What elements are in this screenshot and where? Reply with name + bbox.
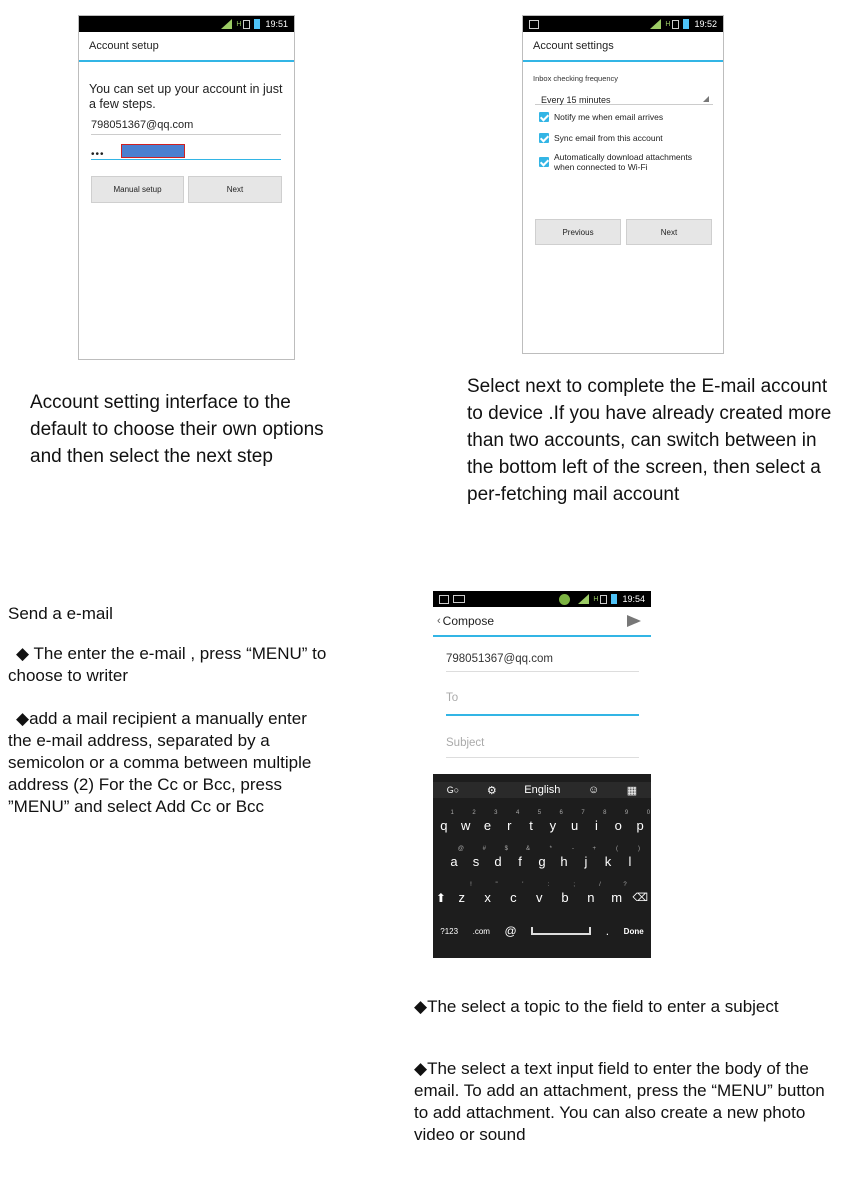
battery-icon (683, 19, 689, 29)
key-cap[interactable] (510, 846, 530, 869)
keyboard-top-bar (433, 782, 651, 798)
next-button[interactable]: Next (188, 176, 282, 203)
status-bar (523, 16, 723, 32)
key-alt-char: 4 (515, 810, 520, 816)
signal-icon (578, 594, 589, 604)
caption-select-next: Select next to complete the E-mail account to device .If you have already created more than two accounts, can switch between in the bottom left of the screen, then select a per-fetching mail account (467, 376, 832, 505)
sd-card-icon (672, 20, 679, 29)
key-cap[interactable] (444, 846, 464, 869)
key-cap[interactable] (488, 846, 508, 869)
bullet-enter-email: ◆ The enter the e-mail , press “MENU” to choose to writer (8, 644, 327, 685)
screen-title: Account settings (523, 32, 723, 62)
key-q-label: q (440, 818, 448, 833)
subject-field[interactable]: Subject (446, 737, 639, 758)
attachment-label: Automatically download attachments when connected to Wi-Fi (554, 152, 692, 172)
key-alt-char: $ (504, 846, 508, 852)
picture-icon (529, 20, 539, 29)
key-m-label: m (611, 890, 623, 905)
keyboard-icon (453, 595, 465, 603)
key-cap[interactable] (477, 810, 498, 833)
frequency-label: Inbox checking frequency (533, 74, 619, 83)
emoji-icon[interactable]: ☺ (587, 784, 600, 796)
key-b-label: b (561, 890, 569, 905)
status-bar (433, 591, 651, 607)
key-alt-char: ( (616, 846, 618, 852)
key-cap[interactable] (503, 882, 524, 905)
key-cap[interactable] (521, 810, 542, 833)
key-alt-char: + (592, 846, 596, 852)
battery-icon (611, 594, 617, 604)
backspace-key-icon[interactable]: ⌫ (632, 892, 649, 904)
status-bar (79, 16, 294, 32)
key-alt-char: @ (457, 846, 464, 852)
at-key[interactable]: @ (504, 924, 517, 938)
manual-setup-button[interactable]: Manual setup (91, 176, 184, 203)
key-alt-char: 1 (450, 810, 454, 816)
key-d-label: d (494, 854, 502, 869)
dotcom-key[interactable]: .com (472, 926, 490, 936)
hd-icon: H (665, 20, 671, 28)
key-cap[interactable] (478, 882, 498, 905)
bullet-body-attachment: ◆The select a text input field to enter the body of the email. To add an attachment, press the “MENU” button to add attachment. You can also create a new photo video or sound (414, 1059, 825, 1144)
send-email-heading: Send a e-mail (8, 604, 113, 623)
caption-account-setting: Account setting interface to the default to choose their own options and then select the next step (30, 392, 324, 467)
key-cap[interactable] (607, 882, 627, 905)
key-row-3 (433, 882, 651, 905)
voice-input-icon[interactable]: G○ (446, 785, 460, 795)
key-alt-char: 0 (646, 810, 651, 816)
key-alt-char: ) (638, 846, 640, 852)
key-g-label: g (538, 854, 546, 869)
key-cap[interactable] (608, 810, 629, 833)
key-alt-char: 3 (494, 810, 498, 816)
symbols-key[interactable]: ?123 (440, 926, 459, 936)
key-alt-char: ' (522, 882, 524, 888)
password-dots: ••• (91, 149, 105, 160)
key-alt-char: ; (573, 882, 576, 888)
key-a-label: a (450, 854, 458, 869)
key-cap[interactable] (565, 810, 585, 833)
key-alt-char: 5 (537, 810, 542, 816)
key-cap[interactable] (554, 846, 574, 869)
key-alt-char: 7 (581, 810, 585, 816)
battery-icon (254, 19, 260, 29)
dropdown-arrow-icon (703, 96, 709, 102)
hd-icon: H (236, 20, 242, 28)
done-key[interactable]: Done (623, 926, 644, 936)
account-settings-screenshot (522, 15, 724, 354)
compose-bar (433, 607, 651, 637)
password-field[interactable] (91, 144, 281, 160)
compose-screenshot (433, 591, 651, 958)
frequency-dropdown[interactable] (535, 90, 713, 105)
send-icon[interactable] (627, 615, 641, 627)
key-r-label: r (507, 818, 512, 833)
status-time: 19:54 (622, 594, 645, 604)
notify-label: Notify me when email arrives (554, 112, 664, 122)
key-o-label: o (614, 818, 622, 833)
key-s-label: s (472, 854, 480, 869)
key-cap[interactable] (452, 882, 472, 905)
key-cap[interactable] (434, 810, 454, 833)
compose-title: Compose (442, 614, 495, 628)
key-cap[interactable] (630, 810, 651, 833)
key-y-label: y (549, 818, 557, 833)
settings-icon[interactable]: ⚙ (486, 784, 497, 797)
checkbox-checked-icon (539, 133, 549, 143)
redacted-password (121, 144, 185, 158)
language-label[interactable]: English (524, 784, 561, 796)
status-time: 19:51 (265, 19, 288, 29)
key-alt-char: - (572, 846, 574, 852)
account-setup-screenshot (78, 15, 295, 360)
signal-icon (650, 19, 661, 29)
email-field[interactable]: 798051367@qq.com (91, 119, 281, 135)
frequency-value: Every 15 minutes (541, 95, 611, 105)
to-field[interactable]: To (446, 692, 639, 716)
key-cap[interactable] (576, 846, 596, 869)
sd-card-icon (243, 20, 250, 29)
key-alt-char: ? (623, 882, 627, 888)
key-z-label: z (458, 890, 466, 905)
key-cap[interactable] (620, 846, 640, 869)
checkbox-checked-icon (539, 112, 549, 122)
key-alt-char: 8 (603, 810, 607, 816)
sd-card-icon (600, 595, 607, 604)
back-chevron-icon[interactable]: ‹ (437, 615, 441, 627)
key-j-label: j (584, 854, 588, 869)
setup-intro: You can set up your account in just a few steps. (89, 82, 283, 111)
key-alt-char: & (525, 846, 530, 852)
key-x-label: x (484, 890, 491, 905)
key-k-label: k (604, 854, 612, 869)
soft-keyboard (433, 774, 651, 958)
key-alt-char: 6 (559, 810, 563, 816)
key-cap[interactable] (466, 846, 486, 869)
key-l-label: l (628, 854, 632, 869)
key-alt-char: 2 (472, 810, 476, 816)
from-field: 798051367@qq.com (446, 653, 639, 672)
key-w-label: w (460, 818, 471, 833)
previous-button[interactable]: Previous (535, 219, 621, 245)
sync-label: Sync email from this account (554, 133, 663, 143)
key-p-label: p (636, 818, 644, 833)
key-alt-char: 9 (624, 810, 629, 816)
key-cap[interactable] (499, 810, 520, 833)
checkbox-checked-icon (539, 157, 549, 167)
key-row-1 (433, 810, 651, 833)
key-cap[interactable] (586, 810, 607, 833)
space-key[interactable] (531, 927, 591, 935)
key-row-2 (433, 846, 651, 869)
status-time: 19:52 (694, 19, 717, 29)
key-row-4 (433, 924, 651, 938)
key-c-label: c (510, 890, 517, 905)
next-button[interactable]: Next (626, 219, 712, 245)
key-cap[interactable] (543, 810, 563, 833)
key-h-label: h (560, 854, 568, 869)
hd-icon: H (593, 595, 599, 603)
key-alt-char: / (599, 882, 601, 888)
key-u-label: u (571, 818, 579, 833)
key-cap[interactable] (598, 846, 618, 869)
key-alt-char: ! (470, 882, 472, 888)
key-t-label: t (529, 818, 533, 833)
shift-key-icon[interactable]: ⬆ (435, 890, 446, 905)
signal-icon (221, 19, 232, 29)
key-cap[interactable] (581, 882, 601, 905)
key-alt-char: # (482, 846, 486, 852)
notify-option[interactable] (539, 112, 663, 122)
key-f-label: f (518, 854, 522, 869)
period-key[interactable]: . (605, 924, 610, 938)
key-cap[interactable] (555, 882, 576, 905)
key-cap[interactable] (529, 882, 550, 905)
attachment-option[interactable] (539, 152, 709, 172)
bullet-add-recipient: ◆add a mail recipient a manually enter the e-mail address, separated by a semicolon or a comma between multiple address (2) For the Cc or Bcc, press ”MENU” and select Add Cc or Bcc (8, 709, 312, 816)
sync-option[interactable] (539, 133, 663, 143)
key-e-label: e (483, 818, 492, 833)
key-alt-char: : (547, 882, 550, 888)
key-cap[interactable] (456, 810, 476, 833)
key-cap[interactable] (532, 846, 552, 869)
app-notification-icon (559, 594, 570, 605)
bullet-subject: ◆The select a topic to the field to enter a subject (414, 997, 779, 1016)
key-alt-char: * (549, 846, 552, 852)
key-v-label: v (535, 890, 543, 905)
key-i-label: i (595, 818, 598, 833)
screen-title: Account setup (79, 32, 294, 62)
key-alt-char: " (495, 882, 498, 888)
keyboard-grid-icon[interactable]: ▦ (626, 784, 638, 797)
key-n-label: n (587, 890, 595, 905)
picture-icon (439, 595, 449, 604)
